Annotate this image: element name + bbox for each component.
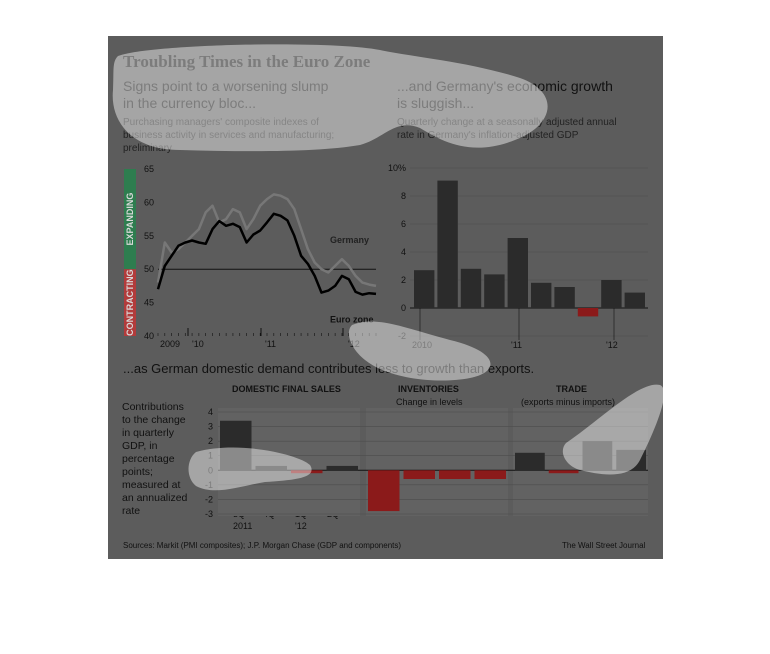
expanding-label: EXPANDING (125, 192, 135, 246)
xyear-2011: 2011 (233, 521, 253, 531)
x-tick-label: '10 (192, 339, 204, 349)
y-tick-label: 8 (400, 191, 406, 201)
contracting-label: CONTRACTING (125, 269, 135, 336)
xyear-12: '12 (295, 521, 307, 531)
ydesc-line: points; (122, 466, 153, 478)
y-tick-label: 45 (143, 297, 154, 308)
x-tick-label: 2009 (160, 339, 181, 349)
group-note-trade: (exports minus imports) (521, 397, 616, 407)
highlight-blob-right (563, 385, 664, 475)
y-tick-label: 50 (143, 264, 154, 275)
highlight-blob-top (113, 44, 548, 151)
y-tick-label: 0 (207, 465, 213, 476)
y-tick-label: 2 (207, 436, 213, 447)
y-tick-label: 40 (143, 331, 154, 341)
x-tick-label: 2010 (412, 340, 433, 350)
left-desc-3: preliminary (123, 143, 172, 154)
ydesc-line: to the change (122, 414, 186, 426)
ydesc-line: in quarterly (122, 427, 174, 439)
y-tick-label: 10% (387, 163, 406, 173)
y-tick-label: 4 (207, 407, 213, 417)
x-tick-label: '11 (511, 340, 523, 350)
group-label-trade: TRADE (556, 384, 587, 394)
left-subtitle-2: in the currency bloc... (123, 95, 257, 111)
y-tick-label: -1 (204, 479, 213, 490)
ydesc-line: measured at (122, 479, 181, 491)
y-tick-label: 1 (207, 450, 213, 461)
y-tick-label: -2 (397, 331, 406, 341)
credit: The Wall Street Journal (562, 541, 646, 550)
ydesc-line: rate (122, 505, 141, 517)
ydesc-line: an annualized (122, 492, 188, 504)
y-tick-label: 3 (207, 421, 213, 432)
bottom-title: ...as German domestic demand contributes less to growth than exports. (123, 361, 535, 376)
eurozone-legend-label: Euro zone (330, 314, 374, 325)
x-tick-label: '12 (348, 339, 360, 349)
page-title: Troubling Times in the Euro Zone (123, 52, 371, 71)
group-label-inventories: INVENTORIES (398, 384, 459, 394)
right-subtitle-2: is sluggish... (397, 95, 475, 111)
sources: Sources: Markit (PMI composites); J.P. Morgan Chase (GDP and components) (123, 541, 402, 550)
y-tick-label: 65 (143, 164, 154, 174)
highlight-blob-low (189, 448, 312, 491)
y-tick-label: 0 (400, 303, 406, 313)
y-tick-label: 55 (143, 230, 154, 241)
highlight-blob-mid (349, 321, 491, 380)
right-subtitle-1: ...and Germany's economic growth (397, 78, 613, 94)
left-subtitle-1: Signs point to a worsening slump (123, 78, 329, 94)
ydesc-line: Contributions (122, 401, 184, 413)
y-tick-label: 60 (143, 197, 154, 208)
y-tick-label: -3 (204, 509, 213, 519)
right-desc-2: rate in Germany's inflation-adjusted GDP (397, 130, 579, 141)
group-label-domestic: DOMESTIC FINAL SALES (232, 384, 341, 394)
group-note-inventories: Change in levels (396, 397, 463, 407)
x-tick-label: '11 (265, 339, 277, 349)
y-tick-label: 6 (400, 219, 406, 229)
y-tick-label: 2 (400, 275, 406, 285)
left-desc-1: Purchasing managers' composite indexes of (123, 117, 319, 128)
left-desc-2: business activity in services and manufacturing; (123, 130, 335, 141)
y-tick-label: -2 (204, 494, 213, 505)
right-desc-1: Quarterly change at a seasonally adjusted annual (397, 117, 617, 128)
x-tick-label: '12 (606, 340, 618, 350)
ydesc-line: GDP, in (122, 440, 158, 452)
germany-legend-label: Germany (330, 235, 370, 246)
y-tick-label: 4 (400, 247, 406, 257)
ydesc-line: percentage (122, 453, 175, 465)
